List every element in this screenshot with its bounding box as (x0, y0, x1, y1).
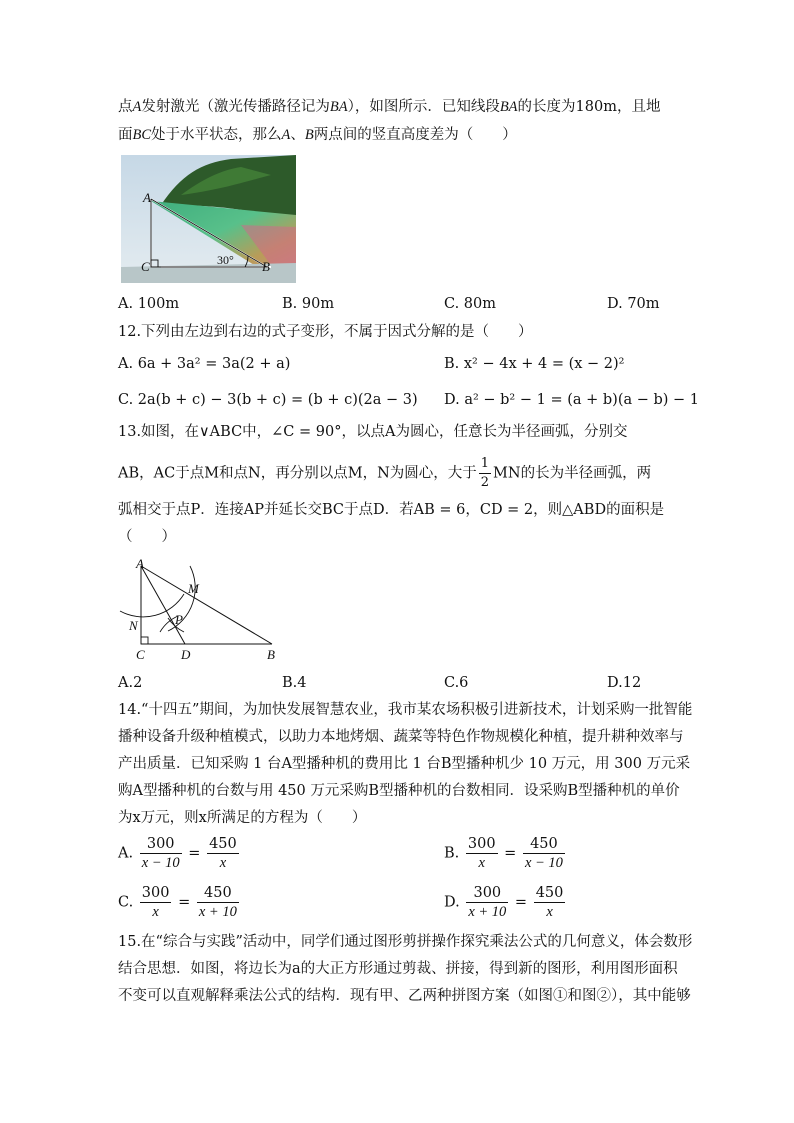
fig13-label-D: D (181, 647, 191, 662)
q13-line1: 13.如图，在∨ABC中，∠C = 90°，以点A为圆心，任意长为半径画弧，分别交 (118, 424, 628, 440)
fig-label-C: C (141, 259, 150, 274)
q13-option-a[interactable]: A.2 (118, 675, 143, 691)
q15-line3: 不变可以直观解释乘法公式的结构．现有甲、乙两种拼图方案（如图①和图②），其中能够 (118, 988, 691, 1004)
fig-label-B: B (262, 259, 270, 274)
fig13-label-A: A (136, 556, 144, 571)
q11-option-c[interactable]: C. 80m (444, 296, 496, 312)
q12-option-a[interactable]: A. 6a + 3a² = 3a(2 + a) (118, 356, 291, 372)
q12-option-c[interactable]: C. 2a(b + c) − 3(b + c) = (b + c)(2a − 3) (118, 392, 418, 408)
q11-photo-figure (121, 155, 296, 283)
q14-line5: 为x万元，则x所满足的方程为（ ） (118, 810, 367, 826)
q11-line2: 面BC处于水平状态，那么A、B两点间的竖直高度差为（ ） (118, 127, 517, 143)
q13-triangle-figure (112, 556, 287, 666)
q13-option-c[interactable]: C.6 (444, 675, 469, 691)
q13-option-b[interactable]: B.4 (282, 675, 307, 691)
fig13-label-C: C (136, 647, 145, 662)
q13-line4: （ ） (118, 529, 176, 545)
q14-line1: 14.“十四五”期间，为加快发展智慧农业，我市某农场积极引进新技术，计划采购一批智能 (118, 702, 693, 718)
q12-stem: 12.下列由左边到右边的式子变形，不属于因式分解的是（ ） (118, 324, 533, 340)
q11-option-a[interactable]: A. 100m (118, 296, 180, 312)
q11-option-d[interactable]: D. 70m (607, 296, 660, 312)
fig13-label-N: N (129, 618, 138, 633)
q14-line4: 购A型播种机的台数与用 450 万元采购B型播种机的台数相同．设采购B型播种机的单价 (118, 783, 680, 799)
q14-option-a[interactable]: A. $\frac{300}{x - 10}$ = $\frac{450}{x}$ (118, 836, 237, 871)
q13-option-d[interactable]: D.12 (607, 675, 642, 691)
q13-line3: 弧相交于点P．连接AP并延长交BC于点D．若AB = 6，CD = 2，则△ABD的面积是 (118, 502, 665, 518)
q11-line1: 点A发射激光（激光传播路径记为BA），如图所示．已知线段BA的长度为180m，且地 (118, 99, 661, 115)
q14-line3: 产出质量．已知采购 1 台A型播种机的费用比 1 台B型播种机少 10 万元，用 300 万元采 (118, 756, 691, 772)
q14-option-d[interactable]: D. $\frac{300}{x + 10}$ = $\frac{450}{x}$ (444, 885, 564, 920)
q15-line1: 15.在“综合与实践”活动中，同学们通过图形剪拼操作探究乘法公式的几何意义，体会数形 (118, 934, 693, 950)
fig13-label-P: P (175, 612, 183, 627)
q15-line2: 结合思想．如图，将边长为a的大正方形通过剪裁、拼接，得到新的图形，利用图形面积 (118, 961, 678, 977)
q13-line2: AB，AC于点M和点N，再分别以点M，N为圆心，大于 $\frac{1}{2}$ MN的长为半径画弧，两 (118, 456, 652, 490)
q12-option-b[interactable]: B. x² − 4x + 4 = (x − 2)² (444, 356, 625, 372)
q14-option-c[interactable]: C. $\frac{300}{x}$ = $\frac{450}{x + 10}$ (118, 885, 237, 920)
q14-line2: 播种设备升级种植模式，以助力本地烤烟、蔬菜等特色作物规模化种植，提升耕种效率与 (118, 729, 684, 745)
fig-label-angle: 30° (217, 253, 234, 267)
q14-option-b[interactable]: B. $\frac{300}{x}$ = $\frac{450}{x - 10}$ (444, 836, 563, 871)
fig13-label-B: B (267, 647, 275, 662)
fig-label-A: A (143, 190, 151, 205)
q11-option-b[interactable]: B. 90m (282, 296, 335, 312)
fig13-label-M: M (188, 581, 199, 596)
q12-option-d[interactable]: D. a² − b² − 1 = (a + b)(a − b) − 1 (444, 392, 700, 408)
